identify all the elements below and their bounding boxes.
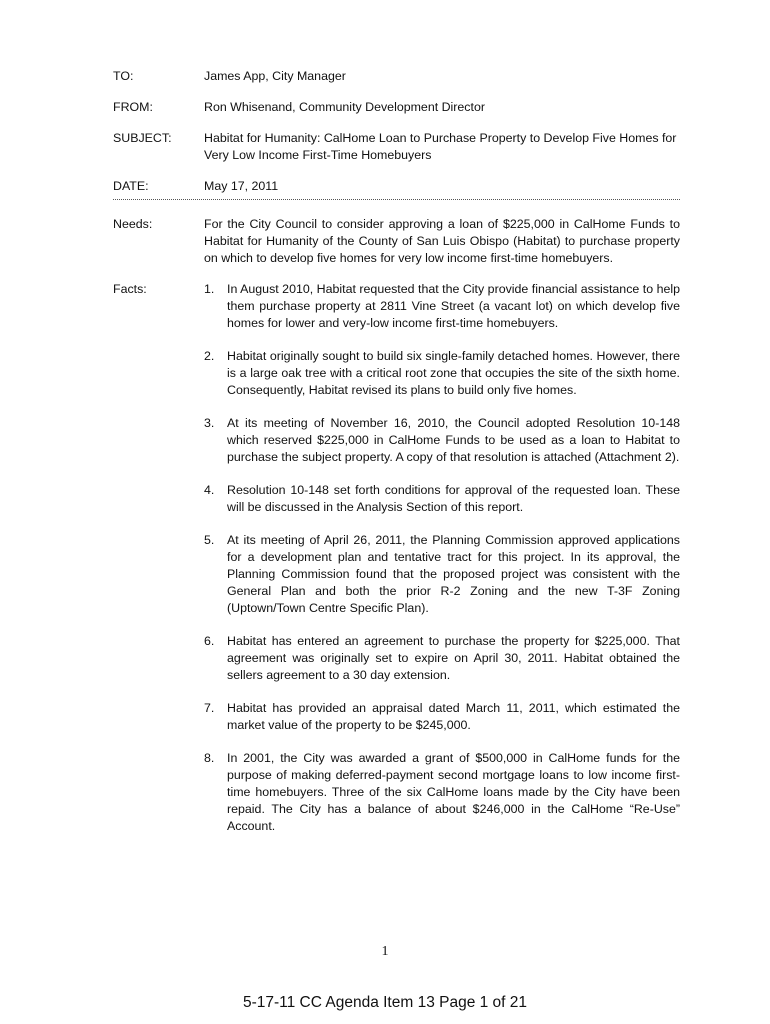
- fact-item: [204, 750, 680, 835]
- date-row: [113, 178, 680, 195]
- fact-item: [204, 700, 680, 734]
- fact-number: 2.: [204, 349, 215, 363]
- fact-item: [204, 348, 680, 399]
- facts-label: Facts:: [113, 282, 147, 296]
- fact-number: 3.: [204, 416, 215, 430]
- fact-item: [204, 532, 680, 617]
- fact-item: [204, 415, 680, 466]
- subject-row: [113, 130, 680, 164]
- fact-text: At its meeting of April 26, 2011, the Planning Commission approved applications for a development plan and tentative tract for this project. In its approval, the Planning Commission found that the proposed project was consistent with the General Plan and both the prior R-2 Zoning and the new T-3F Zoning (Uptown/Town Centre Specific Plan).: [227, 533, 680, 615]
- memo-document: [113, 68, 680, 851]
- fact-text: Habitat has entered an agreement to purchase the property for $225,000. That agreement was originally set to expire on April 30, 2011. Habitat obtained the sellers agreement to a 30 day extension.: [227, 634, 680, 682]
- fact-number: 6.: [204, 634, 215, 648]
- fact-text: Habitat has provided an appraisal dated March 11, 2011, which estimated the market value of the property to be $245,000.: [227, 701, 680, 732]
- fact-number: 7.: [204, 701, 215, 715]
- fact-number: 4.: [204, 483, 215, 497]
- fact-item: [204, 633, 680, 684]
- fact-number: 1.: [204, 282, 215, 296]
- page-footer: 5-17-11 CC Agenda Item 13 Page 1 of 21: [242, 994, 528, 1011]
- subject-label: SUBJECT:: [113, 131, 172, 145]
- to-row: [113, 68, 680, 85]
- from-value: Ron Whisenand, Community Development Director: [204, 100, 485, 114]
- needs-text: For the City Council to consider approving a loan of $225,000 in CalHome Funds to Habitat for Humanity of the County of San Luis Obispo (Habitat) to purchase property on which to develop five homes for very low income first-time homebuyers.: [204, 217, 680, 265]
- fact-text: Resolution 10-148 set forth conditions for approval of the requested loan. These will be discussed in the Analysis Section of this report.: [227, 483, 680, 514]
- date-label: DATE:: [113, 179, 149, 193]
- fact-item: [204, 482, 680, 516]
- needs-label: Needs:: [113, 217, 153, 231]
- facts-section: [113, 281, 680, 851]
- fact-text: In 2001, the City was awarded a grant of $500,000 in CalHome funds for the purpose of making deferred-payment second mortgage loans to low income first-time homebuyers. Three of the six CalHome loans made by the City have been repaid. The City has a balance of about $246,000 in the CalHome “Re-Use” Account.: [227, 751, 680, 833]
- fact-item: [204, 281, 680, 332]
- fact-text: In August 2010, Habitat requested that the City provide financial assistance to help them purchase property at 2811 Vine Street (a vacant lot) on which develop five homes for lower and very-low income first-time homebuyers.: [227, 282, 680, 330]
- page-number: 1: [381, 944, 389, 959]
- facts-list: [204, 281, 680, 851]
- fact-text: At its meeting of November 16, 2010, the Council adopted Resolution 10-148 which reserved $225,000 in CalHome Funds to be used as a loan to Habitat to purchase the subject property. A copy of that resolution is attached (Attachment 2).: [227, 416, 680, 464]
- fact-text: Habitat originally sought to build six single-family detached homes. However, there is a large oak tree with a critical root zone that occupies the site of the sixth home. Consequently, Habitat revised its plans to build only five homes.: [227, 349, 680, 397]
- subject-value: Habitat for Humanity: CalHome Loan to Purchase Property to Develop Five Homes for Very Low Income First-Time Homebuyers: [204, 131, 677, 162]
- from-label: FROM:: [113, 100, 153, 114]
- header-divider: [113, 199, 680, 200]
- to-value: James App, City Manager: [204, 69, 346, 83]
- from-row: [113, 99, 680, 116]
- fact-number: 5.: [204, 533, 215, 547]
- needs-section: [113, 216, 680, 267]
- date-value: May 17, 2011: [204, 179, 279, 193]
- fact-number: 8.: [204, 751, 215, 765]
- to-label: TO:: [113, 69, 134, 83]
